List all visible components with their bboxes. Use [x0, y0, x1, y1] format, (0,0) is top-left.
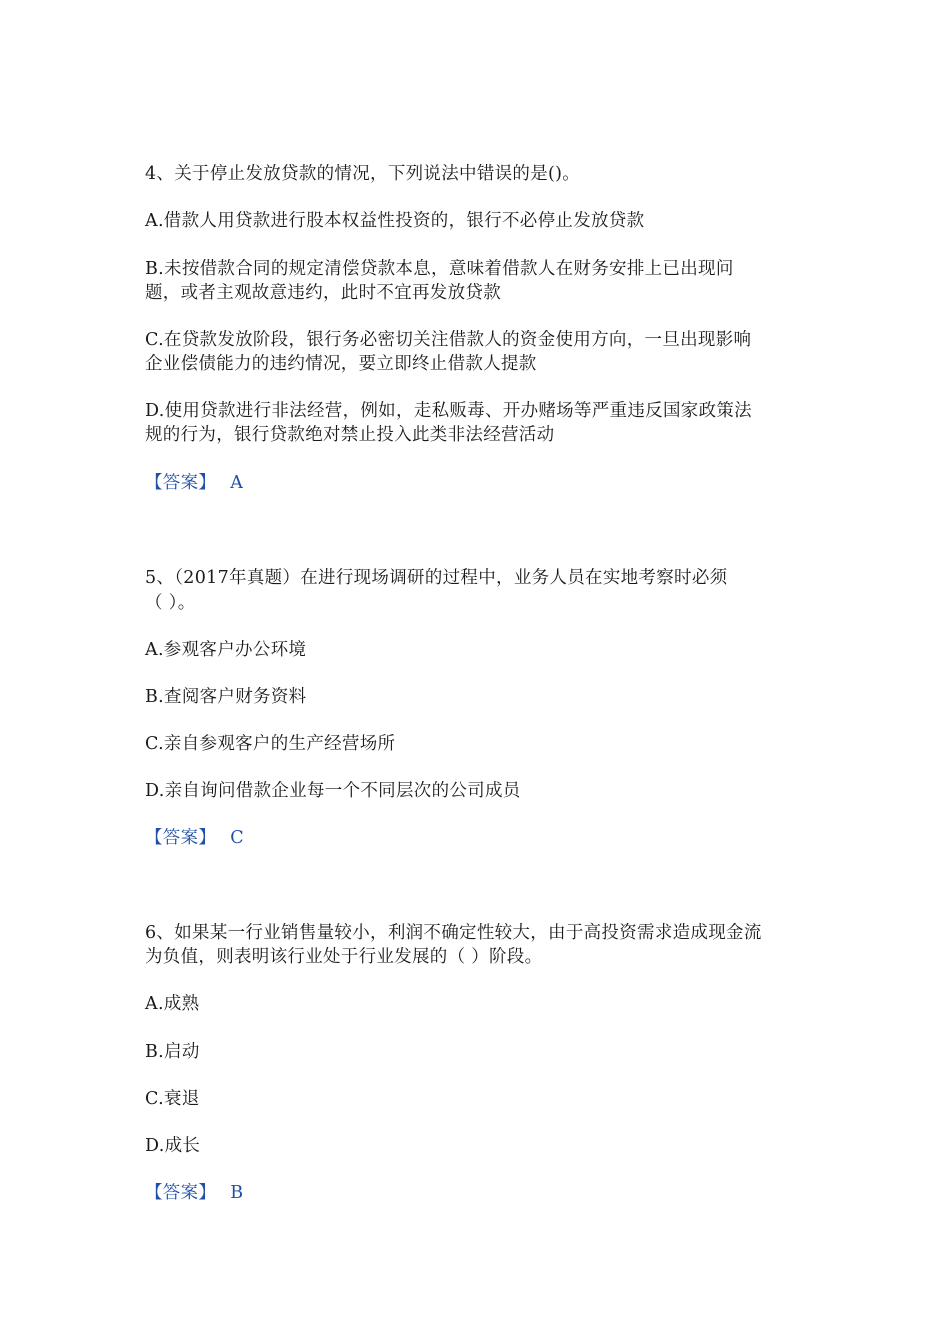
- question-5-option-a: A.参观客户办公环境: [145, 640, 307, 660]
- question-5-option-d: D.亲自询问借款企业每一个不同层次的公司成员: [145, 781, 521, 801]
- answer-label: 【答案】: [145, 473, 217, 493]
- question-4-option-a: A.借款人用贷款进行股本权益性投资的，银行不必停止发放贷款: [145, 211, 645, 231]
- question-5-answer: [145, 826, 825, 850]
- question-4-option-d-line1: D.使用贷款进行非法经营，例如，走私贩毒、开办赌场等严重违反国家政策法: [145, 401, 752, 421]
- question-6-stem-line1: 6、如果某一行业销售量较小，利润不确定性较大，由于高投资需求造成现金流: [145, 923, 762, 943]
- answer-value: B: [230, 1183, 244, 1203]
- question-6-answer: [145, 1181, 825, 1205]
- question-6-option-c: C.衰退: [145, 1089, 200, 1109]
- question-4-option-c-line2: 企业偿债能力的违约情况，要立即终止借款人提款: [145, 354, 537, 374]
- question-4-option-b-line2: 题，或者主观故意违约，此时不宜再发放贷款: [145, 283, 501, 303]
- question-6-option-a: A.成熟: [145, 994, 200, 1014]
- answer-label: 【答案】: [145, 1183, 217, 1203]
- question-6-option-d: D.成长: [145, 1136, 201, 1156]
- question-6-stem-line2: 为负值，则表明该行业处于行业发展的（ ）阶段。: [145, 947, 543, 967]
- question-5-option-c: C.亲自参观客户的生产经营场所: [145, 734, 396, 754]
- question-4-option-d-line2: 规的行为，银行贷款绝对禁止投入此类非法经营活动: [145, 425, 555, 445]
- question-4-answer: [145, 471, 825, 495]
- question-4-option-c-line1: C.在贷款发放阶段，银行务必密切关注借款人的资金使用方向，一旦出现影响: [145, 330, 752, 350]
- question-5-stem-line1: 5、（2017年真题）在进行现场调研的过程中，业务人员在实地考察时必须: [145, 568, 728, 588]
- answer-label: 【答案】: [145, 828, 217, 848]
- answer-value: C: [230, 828, 244, 848]
- answer-value: A: [230, 473, 244, 493]
- question-5-option-b: B.查阅客户财务资料: [145, 687, 307, 707]
- question-5-stem-line2: （ ）。: [145, 593, 196, 613]
- question-4-stem: 4、关于停止发放贷款的情况，下列说法中错误的是()。: [145, 164, 581, 184]
- question-4-option-b-line1: B.未按借款合同的规定清偿贷款本息，意味着借款人在财务安排上已出现问: [145, 259, 734, 279]
- question-6-option-b: B.启动: [145, 1042, 200, 1062]
